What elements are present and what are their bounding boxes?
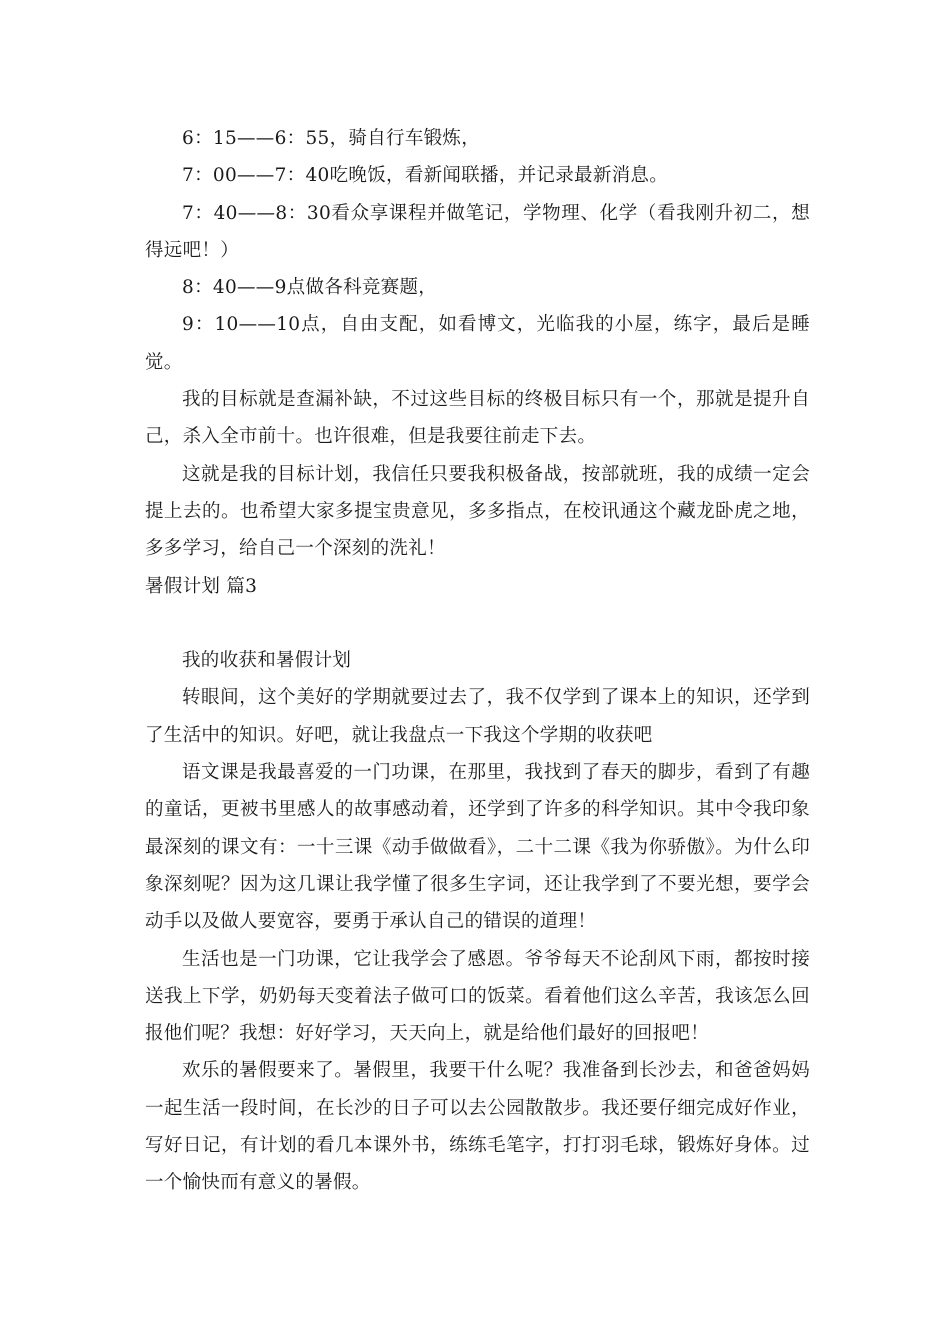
body-paragraph: 我的目标就是查漏补缺，不过这些目标的终极目标只有一个，那就是提升自己，杀入全市前十。也许很难，但是我要往前走下去。 — [145, 389, 810, 448]
schedule-line: 9：10——10点，自由支配，如看博文，光临我的小屋，练字，最后是睡觉。 — [145, 314, 810, 373]
body-paragraph: 转眼间，这个美好的学期就要过去了，我不仅学到了课本上的知识，还学到了生活中的知识。好吧，就让我盘点一下我这个学期的收获吧 — [145, 687, 810, 746]
body-paragraph: 语文课是我最喜爱的一门功课，在那里，我找到了春天的脚步，看到了有趣的童话，更被书里感人的故事感动着，还学到了许多的科学知识。其中令我印象最深刻的课文有：一十三课《动手做做看》，二十二课《我为你骄傲》。为什么印象深刻呢？因为这几课让我学懂了很多生字词，还让我学到了不要光想，要学会动手以及做人要宽容，要勇于承认自己的错误的道理！ — [145, 762, 810, 933]
body-paragraph: 生活也是一门功课，它让我学会了感恩。爷爷每天不论刮风下雨，都按时接送我上下学，奶奶每天变着法子做可口的饭菜。看着他们这么辛苦，我该怎么回报他们呢？我想：好好学习，天天向上，就是给他们最好的回报吧！ — [145, 948, 810, 1045]
body-paragraph: 欢乐的暑假要来了。暑假里，我要干什么呢？我准备到长沙去，和爸爸妈妈一起生活一段时间，在长沙的日子可以去公园散散步。我还要仔细完成好作业，写好日记，有计划的看几本课外书，练练毛笔字，打打羽毛球，锻炼好身体。过一个愉快而有意义的暑假。 — [145, 1060, 810, 1194]
body-paragraph: 这就是我的目标计划，我信任只要我积极备战，按部就班，我的成绩一定会提上去的。也希望大家多提宝贵意见，多多指点，在校讯通这个藏龙卧虎之地，多多学习，给自己一个深刻的洗礼！ — [145, 463, 810, 560]
schedule-line: 8：40——9点做各科竞赛题， — [182, 277, 438, 299]
schedule-line: 7：40——8：30看众享课程并做笔记，学物理、化学（看我刚升初二，想得远吧！） — [145, 202, 810, 261]
schedule-line: 6：15——6：55，骑自行车锻炼， — [182, 128, 481, 149]
section-heading: 暑假计划 篇3 — [145, 575, 258, 597]
document-body — [145, 120, 810, 1202]
blank-line — [145, 605, 810, 642]
schedule-line: 7：00——7：40吃晚饭，看新闻联播，并记录最新消息。 — [182, 165, 669, 187]
article-title: 我的收获和暑假计划 — [182, 650, 352, 672]
